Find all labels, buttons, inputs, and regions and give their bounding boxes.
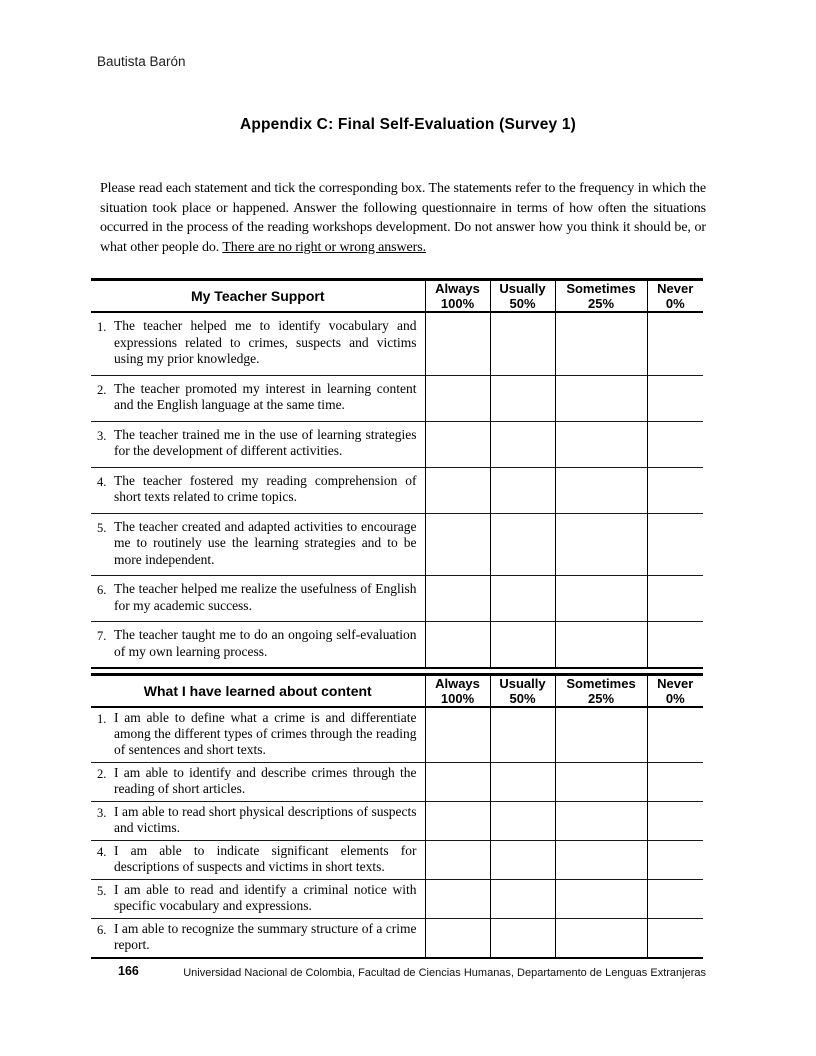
intro-paragraph xyxy=(100,179,706,257)
answer-cell-usually xyxy=(490,576,555,622)
answer-cell-usually xyxy=(490,375,555,421)
statement-number: 6. xyxy=(97,923,107,937)
table-row xyxy=(91,707,703,763)
answer-cell-always xyxy=(425,576,490,622)
table-header-row xyxy=(91,675,703,708)
answer-cell-usually xyxy=(490,467,555,513)
answer-cell-never xyxy=(647,802,703,841)
content-learned-table xyxy=(91,673,703,959)
answer-cell-always xyxy=(425,707,490,763)
answer-cell-sometimes xyxy=(555,841,647,880)
answer-cell-usually xyxy=(490,841,555,880)
column-header-never: Never 0% xyxy=(647,280,703,313)
statement-text: I am able to recognize the summary structure of a crime report. xyxy=(114,921,417,952)
intro-underlined-sentence: There are no right or wrong answers. xyxy=(222,239,426,255)
answer-cell-always xyxy=(425,841,490,880)
running-head: Bautista Barón xyxy=(97,54,186,69)
column-header-never: Never 0% xyxy=(647,675,703,708)
answer-cell-never xyxy=(647,919,703,959)
statement-text: The teacher helped me realize the usefulness of English for my academic success. xyxy=(114,581,417,613)
answer-cell-always xyxy=(425,467,490,513)
answer-cell-always xyxy=(425,919,490,959)
answer-cell-always xyxy=(425,622,490,669)
answer-cell-usually xyxy=(490,802,555,841)
answer-cell-never xyxy=(647,375,703,421)
table-row xyxy=(91,375,703,421)
statement-cell xyxy=(91,802,425,841)
table-row xyxy=(91,576,703,622)
answer-cell-never xyxy=(647,763,703,802)
answer-cell-never xyxy=(647,576,703,622)
answer-cell-usually xyxy=(490,707,555,763)
statement-number: 3. xyxy=(97,806,107,820)
statement-number: 1. xyxy=(97,320,107,334)
statement-text: I am able to identify and describe crimes through the reading of short articles. xyxy=(114,765,417,796)
table-row xyxy=(91,622,703,669)
statement-text: The teacher fostered my reading comprehension of short texts related to crime topics. xyxy=(114,472,417,504)
table-title: My Teacher Support xyxy=(190,288,325,304)
answer-cell-always xyxy=(425,312,490,375)
answer-cell-always xyxy=(425,421,490,467)
answer-cell-sometimes xyxy=(555,513,647,576)
statement-cell xyxy=(91,576,425,622)
column-header-sometimes: Sometimes 25% xyxy=(555,280,647,313)
column-header-always: Always 100% xyxy=(425,675,490,708)
statement-number: 6. xyxy=(97,583,107,597)
answer-cell-usually xyxy=(490,880,555,919)
statement-number: 4. xyxy=(97,845,107,859)
statement-text: The teacher trained me in the use of learning strategies for the development of different activities. xyxy=(114,426,417,458)
statement-text: The teacher taught me to do an ongoing self-evaluation of my own learning process. xyxy=(114,627,417,659)
statement-number: 4. xyxy=(97,474,107,489)
statement-text: The teacher promoted my interest in learning content and the English language at the same time. xyxy=(114,380,417,412)
answer-cell-always xyxy=(425,763,490,802)
answer-cell-never xyxy=(647,622,703,669)
table-title: What I have learned about content xyxy=(143,683,372,699)
table-row xyxy=(91,919,703,959)
statement-cell xyxy=(91,467,425,513)
table-row xyxy=(91,841,703,880)
answer-cell-usually xyxy=(490,421,555,467)
table-row xyxy=(91,421,703,467)
statement-cell xyxy=(91,622,425,669)
statement-text: I am able to read short physical descriptions of suspects and victims. xyxy=(114,804,417,835)
table-row xyxy=(91,880,703,919)
answer-cell-sometimes xyxy=(555,421,647,467)
table-header-row xyxy=(91,280,703,313)
answer-cell-sometimes xyxy=(555,576,647,622)
table-row xyxy=(91,763,703,802)
statement-number: 2. xyxy=(97,767,107,781)
answer-cell-sometimes xyxy=(555,467,647,513)
statement-cell xyxy=(91,919,425,959)
statement-cell xyxy=(91,312,425,375)
answer-cell-never xyxy=(647,421,703,467)
table-row xyxy=(91,513,703,576)
statement-text: The teacher created and adapted activities to encourage me to routinely use the learning strategies and to be more independent. xyxy=(114,518,417,567)
answer-cell-never xyxy=(647,513,703,576)
column-header-sometimes: Sometimes 25% xyxy=(555,675,647,708)
intro-text: Please read each statement and tick the corresponding box. The statements refer to the frequency in which the situation took place or happened. Answer the following questionnaire in terms of how often the situations occurred in the process of the reading workshops development. Do not answer how you think it should be, or what other people do. xyxy=(100,181,706,255)
statement-number: 7. xyxy=(97,629,107,643)
answer-cell-never xyxy=(647,312,703,375)
statement-cell xyxy=(91,421,425,467)
answer-cell-sometimes xyxy=(555,919,647,959)
statement-number: 5. xyxy=(97,520,107,535)
answer-cell-always xyxy=(425,375,490,421)
answer-cell-never xyxy=(647,707,703,763)
answer-cell-sometimes xyxy=(555,802,647,841)
answer-cell-always xyxy=(425,880,490,919)
table-row xyxy=(91,802,703,841)
answer-cell-sometimes xyxy=(555,622,647,669)
teacher-support-table xyxy=(91,278,703,669)
statement-cell xyxy=(91,707,425,763)
answer-cell-usually xyxy=(490,919,555,959)
statement-cell xyxy=(91,513,425,576)
statement-number: 1. xyxy=(97,712,107,726)
statement-number: 5. xyxy=(97,884,107,898)
statement-text: I am able to define what a crime is and differentiate among the different types of crimes through the reading of sentences and short texts. xyxy=(114,710,417,757)
column-header-usually: Usually 50% xyxy=(490,675,555,708)
statement-number: 2. xyxy=(97,382,107,397)
answer-cell-usually xyxy=(490,622,555,669)
column-header-usually: Usually 50% xyxy=(490,280,555,313)
table-row xyxy=(91,312,703,375)
answer-cell-never xyxy=(647,467,703,513)
answer-cell-always xyxy=(425,802,490,841)
statement-cell xyxy=(91,375,425,421)
page-title: Appendix C: Final Self-Evaluation (Survey 1) xyxy=(239,116,577,133)
answer-cell-sometimes xyxy=(555,763,647,802)
column-header-always: Always 100% xyxy=(425,280,490,313)
statement-cell xyxy=(91,880,425,919)
footer-institution: Universidad Nacional de Colombia, Facultad de Ciencias Humanas, Departamento de Lenguas Extranjeras xyxy=(183,967,706,979)
answer-cell-never xyxy=(647,841,703,880)
answer-cell-usually xyxy=(490,513,555,576)
answer-cell-sometimes xyxy=(555,707,647,763)
answer-cell-always xyxy=(425,513,490,576)
statement-text: I am able to read and identify a criminal notice with specific vocabulary and expressions. xyxy=(114,882,417,913)
answer-cell-sometimes xyxy=(555,880,647,919)
table-row xyxy=(91,467,703,513)
statement-cell xyxy=(91,763,425,802)
page-number: 166 xyxy=(118,964,139,978)
answer-cell-sometimes xyxy=(555,312,647,375)
answer-cell-usually xyxy=(490,312,555,375)
statement-number: 3. xyxy=(97,428,107,443)
statement-text: The teacher helped me to identify vocabulary and expressions related to crimes, suspects and victims using my prior knowledge. xyxy=(114,318,417,366)
answer-cell-never xyxy=(647,880,703,919)
statement-cell xyxy=(91,841,425,880)
statement-text: I am able to indicate significant elements for descriptions of suspects and victims in short texts. xyxy=(114,843,417,874)
answer-cell-sometimes xyxy=(555,375,647,421)
answer-cell-usually xyxy=(490,763,555,802)
